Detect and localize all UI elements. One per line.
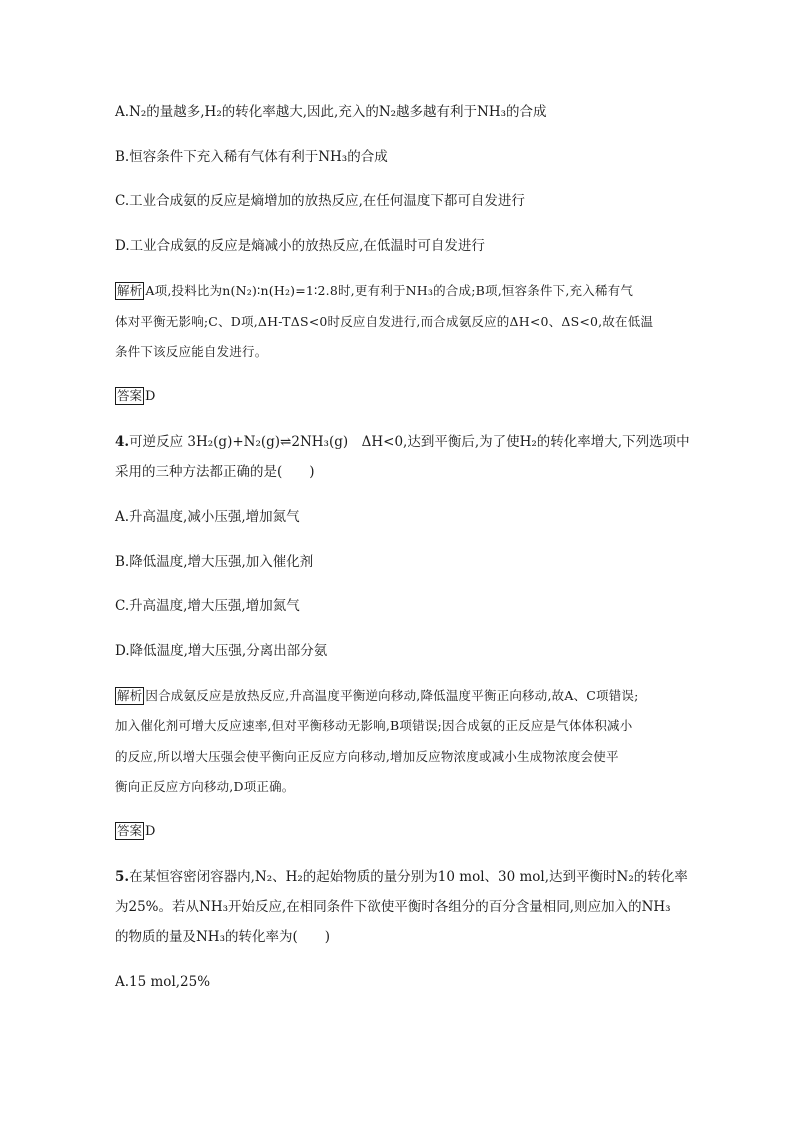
q5-option-a: A.15 mol,25% [115,974,211,990]
q3-option-d: D.工业合成氨的反应是熵减小的放热反应,在低温时可自发进行 [115,238,485,254]
q4-option-b: B.降低温度,增大压强,加入催化剂 [115,554,314,570]
q5-number: 5. [115,869,130,885]
q5-stem-line-1 [115,867,688,887]
q3-answer [115,387,155,407]
q3-option-a: A.N₂的量越多,H₂的转化率越大,因此,充入的N₂越多越有利于NH₃的合成 [115,104,547,120]
q4-stem-text-1: 可逆反应 3H₂(g)+N₂(g)⇌2NH₃(g) ΔH<0,达到平衡后,为了使H₂的转化率增大,下列选项中 [129,434,690,450]
q4-explanation-line-4: 衡向正反应方向移动,D项正确。 [115,779,295,794]
q5-stem-line-2: 为25%。若从NH₃开始反应,在相同条件下欲使平衡时各组分的百分含量相同,则应加入的NH₃ [115,899,671,915]
q5-stem-line-3: 的物质的量及NH₃的转化率为( ) [115,929,331,945]
q4-answer [115,822,155,842]
q4-option-a: A.升高温度,减小压强,增加氮气 [115,509,300,525]
q4-explanation-line-3: 的反应,所以增大压强会使平衡向正反应方向移动,增加反应物浓度或减小生成物浓度会使平 [115,749,619,764]
q3-option-b: B.恒容条件下充入稀有气体有利于NH₃的合成 [115,149,388,165]
q3-explanation-line-2: 体对平衡无影响;C、D项,ΔH-TΔS<0时反应自发进行,而合成氨反应的ΔH<0、ΔS<0,故在低温 [115,314,654,329]
q4-number: 4. [115,434,130,450]
q4-stem-line-2: 采用的三种方法都正确的是( ) [115,464,315,480]
q5-stem-text-1: 在某恒容密闭容器内,N₂、H₂的起始物质的量分别为10 mol、30 mol,达到平衡时N₂的转化率 [129,869,688,885]
explanation-tag: 解析 [117,283,143,298]
explanation-tag: 解析 [117,688,143,703]
q3-answer-value: D [145,389,156,404]
q3-explanation-text-1: A项,投料比为n(N₂)∶n(H₂)=1∶2.8时,更有利于NH₃的合成;B项,恒容条件下,充入稀有气 [145,283,634,298]
q4-explanation-line-1 [115,686,639,706]
q3-option-c: C.工业合成氨的反应是熵增加的放热反应,在任何温度下都可自发进行 [115,193,525,209]
answer-tag: 答案 [117,388,143,403]
q4-option-c: C.升高温度,增大压强,增加氮气 [115,598,300,614]
q4-explanation-text-1: 因合成氨反应是放热反应,升高温度平衡逆向移动,降低温度平衡正向移动,故A、C项错误; [145,688,639,703]
q3-explanation-line-3: 条件下该反应能自发进行。 [115,344,268,359]
q4-answer-value: D [145,824,156,839]
q4-stem-line-1 [115,432,690,452]
q4-explanation-line-2: 加入催化剂可增大反应速率,但对平衡移动无影响,B项错误;因合成氨的正反应是气体体积减小 [115,718,633,733]
q3-explanation-line-1 [115,281,633,301]
q4-option-d: D.降低温度,增大压强,分离出部分氨 [115,643,328,659]
answer-tag: 答案 [117,823,143,838]
